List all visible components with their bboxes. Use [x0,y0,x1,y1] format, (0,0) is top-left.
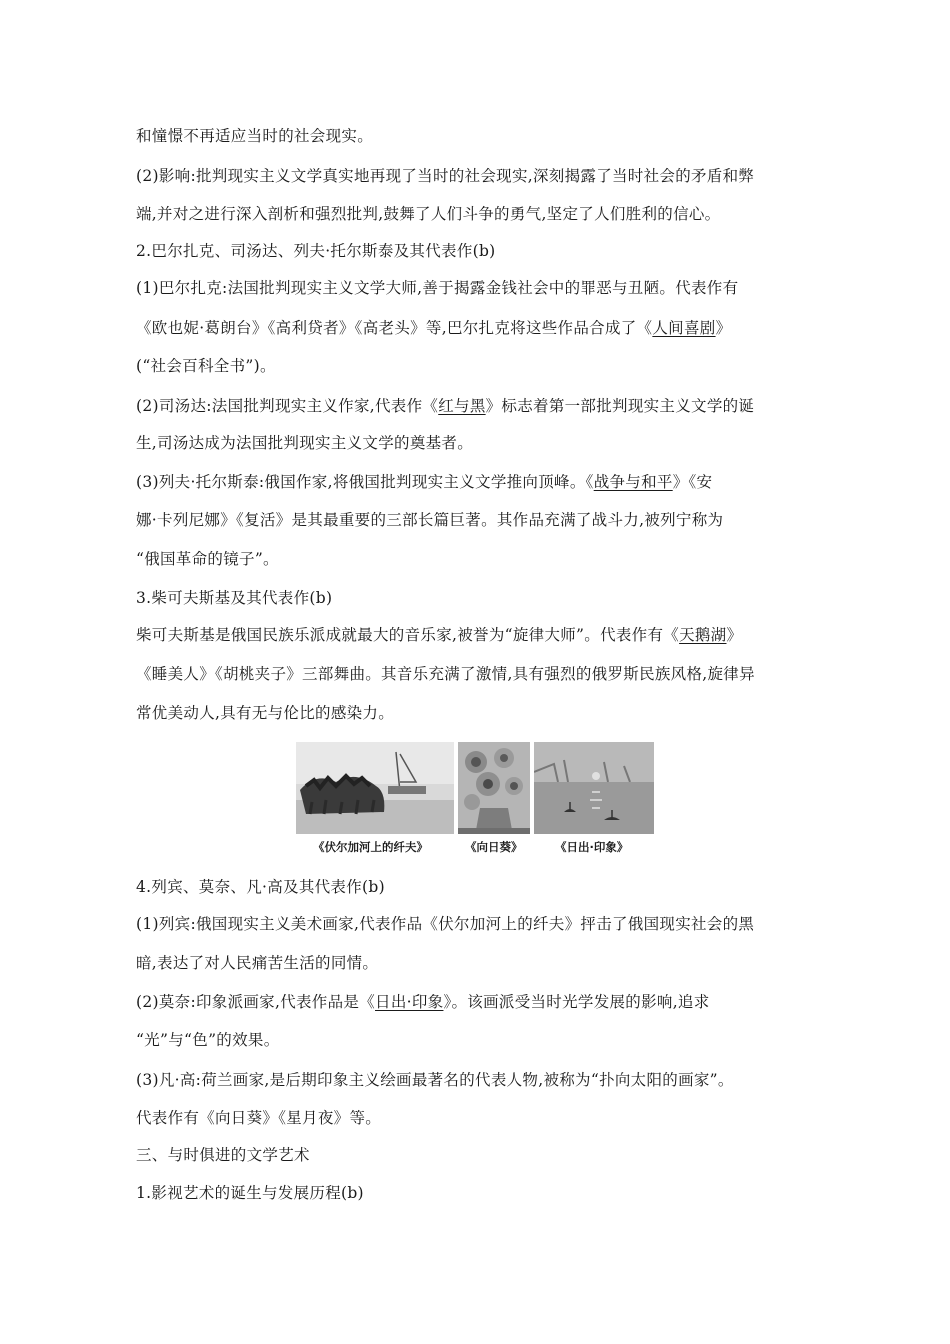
figure-caption: 《向日葵》 [465,840,523,854]
section-heading [136,1144,310,1166]
painting-sunflowers-image [458,742,530,834]
text-segment: (3)列夫·托尔斯泰:俄国作家,将俄国批判现实主义文学推向顶峰。《 [136,473,594,491]
text-line [136,663,755,685]
text-segment: “光”与“色”的效果。 [136,1031,280,1049]
text-line [136,165,754,187]
text-line [136,125,373,147]
text-segment: 暗,表达了对人民痛苦生活的同情。 [136,954,379,972]
text-segment: (3)凡·高:荷兰画家,是后期印象主义绘画最著名的代表人物,被称为“扑向太阳的画家”。 [136,1071,734,1089]
figure-caption: 《日出·印象》 [555,840,629,854]
text-line [136,1107,381,1129]
text-segment: (1)列宾:俄国现实主义美术画家,代表作品《伏尔加河上的纤夫》抨击了俄国现实社会的黑 [136,915,755,933]
text-line [136,913,754,935]
text-line [136,952,378,974]
text-segment: 三、与时俱进的文学艺术 [136,1146,310,1164]
text-line [136,395,754,417]
text-line [136,624,742,646]
text-line [136,548,279,570]
text-segment: 《欧也妮·葛朗台》《高利贷者》《高老头》等,巴尔扎克将这些作品合成了《 [136,319,653,337]
section-heading [136,1182,364,1204]
text-segment: 常优美动人,具有无与伦比的感染力。 [136,704,395,722]
text-segment: (2)影响:批判现实主义文学真实地再现了当时的社会现实,深刻揭露了当时社会的矛盾和弊 [136,167,755,185]
text-segment: 和憧憬不再适应当时的社会现实。 [136,127,374,145]
text-segment: 娜·卡列尼娜》《复活》是其最重要的三部长篇巨著。其作品充满了战斗力,被列宁称为 [136,511,724,529]
text-segment: 1.影视艺术的诞生与发展历程(b) [136,1184,364,1202]
text-segment: 代表作有《向日葵》《星月夜》等。 [136,1109,382,1127]
text-segment: 生,司汤达成为法国批判现实主义文学的奠基者。 [136,434,474,452]
text-segment: (1)巴尔扎克:法国批判现实主义文学大师,善于揭露金钱社会中的罪恶与丑陋。代表作有 [136,279,739,297]
underlined-term: 红与黑 [438,397,486,415]
text-line [136,355,276,377]
section-heading [136,876,385,898]
figure-caption: 《伏尔加河上的纤夫》 [313,840,428,854]
text-segment: 端,并对之进行深入剖析和强烈批判,鼓舞了人们斗争的勇气,坚定了人们胜利的信心。 [136,205,721,223]
text-segment: 》。该画派受当时光学发展的影响,追求 [443,993,710,1011]
text-line [136,1069,734,1091]
text-line [136,203,720,225]
text-segment: (2)司汤达:法国批判现实主义作家,代表作《 [136,397,439,415]
text-segment: 2.巴尔扎克、司汤达、列夫·托尔斯泰及其代表作(b) [136,242,496,260]
text-line [136,317,731,339]
text-segment: 《睡美人》《胡桃夹子》三部舞曲。其音乐充满了激情,具有强烈的俄罗斯民族风格,旋律异 [136,665,755,683]
underlined-term: 战争与和平 [593,473,673,491]
text-segment: 4.列宾、莫奈、凡·高及其代表作(b) [136,878,385,896]
text-segment: 柴可夫斯基是俄国民族乐派成就最大的音乐家,被誉为“旋律大师”。代表作有《 [136,626,680,644]
text-line [136,1029,280,1051]
text-line [136,432,473,454]
text-line [136,991,710,1013]
underlined-term: 日出·印象 [375,993,444,1011]
painting-barge-haulers-image [296,742,454,834]
text-line [136,702,394,724]
text-segment: “俄国革命的镜子”。 [136,550,279,568]
text-segment: (“社会百科全书”)。 [136,357,276,375]
section-heading [136,587,332,609]
underlined-term: 人间喜剧 [652,319,716,337]
underlined-term: 天鹅湖 [679,626,727,644]
painting-impression-sunrise-image [534,742,654,834]
text-segment: 》 [715,319,732,337]
paintings-figure [296,742,654,858]
text-segment: 3.柴可夫斯基及其代表作(b) [136,589,333,607]
section-heading [136,240,496,262]
text-line [136,277,738,299]
text-line [136,471,712,493]
text-segment: (2)莫奈:印象派画家,代表作品是《 [136,993,376,1011]
text-segment: 》《安 [672,473,713,491]
text-line [136,509,723,531]
text-segment: 》标志着第一部批判现实主义文学的诞 [485,397,755,415]
text-segment: 》 [726,626,743,644]
